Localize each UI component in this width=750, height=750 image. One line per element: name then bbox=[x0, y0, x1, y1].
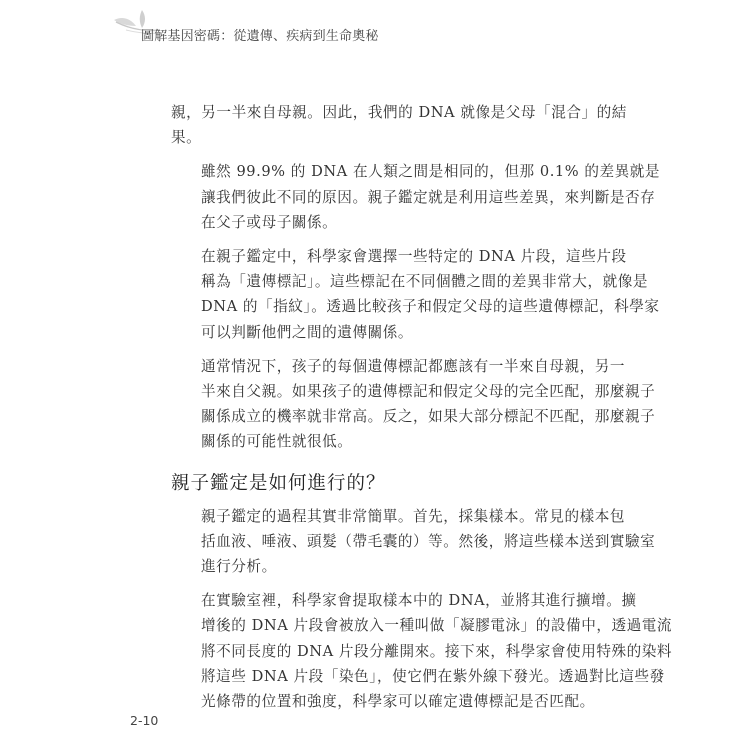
paragraph bbox=[171, 354, 656, 455]
text-line: 在親子鑑定中，科學家會選擇一些特定的 DNA 片段，這些片段 bbox=[201, 248, 627, 266]
page-body bbox=[171, 100, 673, 723]
text-line: 可以判斷他們之間的遺傳關係。 bbox=[201, 323, 414, 341]
text-line: 通常情況下，孩子的每個遺傳標記都應該有一半來自母親，另一 bbox=[201, 357, 626, 375]
text-line: 將這些 DNA 片段「染色」，使它們在紫外線下發光。透過對比這些發 bbox=[201, 667, 665, 685]
text-line: 進行分析。 bbox=[201, 558, 277, 576]
paragraph-group bbox=[171, 504, 673, 715]
page-number: 2-10 bbox=[130, 713, 159, 728]
text-line: 括血液、唾液、頭髮（帶毛囊的）等。然後，將這些樣本送到實驗室 bbox=[201, 532, 656, 550]
paragraph bbox=[171, 100, 627, 150]
text-line: 關係成立的機率就非常高。反之，如果大部分標記不匹配，那麼親子 bbox=[201, 408, 656, 426]
text-line: 讓我們彼此不同的原因。親子鑑定就是利用這些差異，來判斷是否存 bbox=[201, 188, 656, 206]
paragraph bbox=[171, 588, 673, 714]
text-line: 關係的可能性就很低。 bbox=[201, 433, 353, 451]
text-line: 果。 bbox=[171, 129, 202, 147]
section-heading: 親子鑑定是如何進行的？ bbox=[171, 472, 386, 494]
running-title: 圖解基因密碼：從遺傳、疾病到生命奧秘 bbox=[141, 29, 379, 44]
paragraph bbox=[171, 504, 656, 580]
paragraph bbox=[171, 159, 661, 235]
text-line: 稱為「遺傳標記」。這些標記在不同個體之間的差異非常大，就像是 bbox=[201, 273, 649, 291]
text-line: 在實驗室裡，科學家會提取樣本中的 DNA，並將其進行擴增。擴 bbox=[201, 592, 637, 610]
text-line: DNA 的「指紋」。透過比較孩子和假定父母的這些遺傳標記，科學家 bbox=[201, 298, 660, 316]
text-line: 將不同長度的 DNA 片段分離開來。接下來，科學家會使用特殊的染料 bbox=[201, 642, 673, 660]
text-line: 增後的 DNA 片段會被放入一種叫做「凝膠電泳」的設備中，透過電流 bbox=[201, 617, 673, 635]
text-line: 半來自父親。如果孩子的遺傳標記和假定父母的完全匹配，那麼親子 bbox=[201, 383, 656, 401]
text-line: 在父子或母子關係。 bbox=[201, 213, 338, 231]
text-line: 親，另一半來自母親。因此，我們的 DNA 就像是父母「混合」的結 bbox=[171, 104, 627, 121]
text-line: 光條帶的位置和強度，科學家可以確定遺傳標記是否匹配。 bbox=[201, 693, 595, 711]
text-line: 雖然 99.9% 的 DNA 在人類之間是相同的，但那 0.1% 的差異就是 bbox=[201, 163, 661, 181]
text-line: 親子鑑定的過程其實非常簡單。首先，採集樣本。常見的樣本包 bbox=[201, 507, 626, 525]
paragraph-group bbox=[171, 100, 661, 455]
paragraph bbox=[171, 244, 660, 345]
